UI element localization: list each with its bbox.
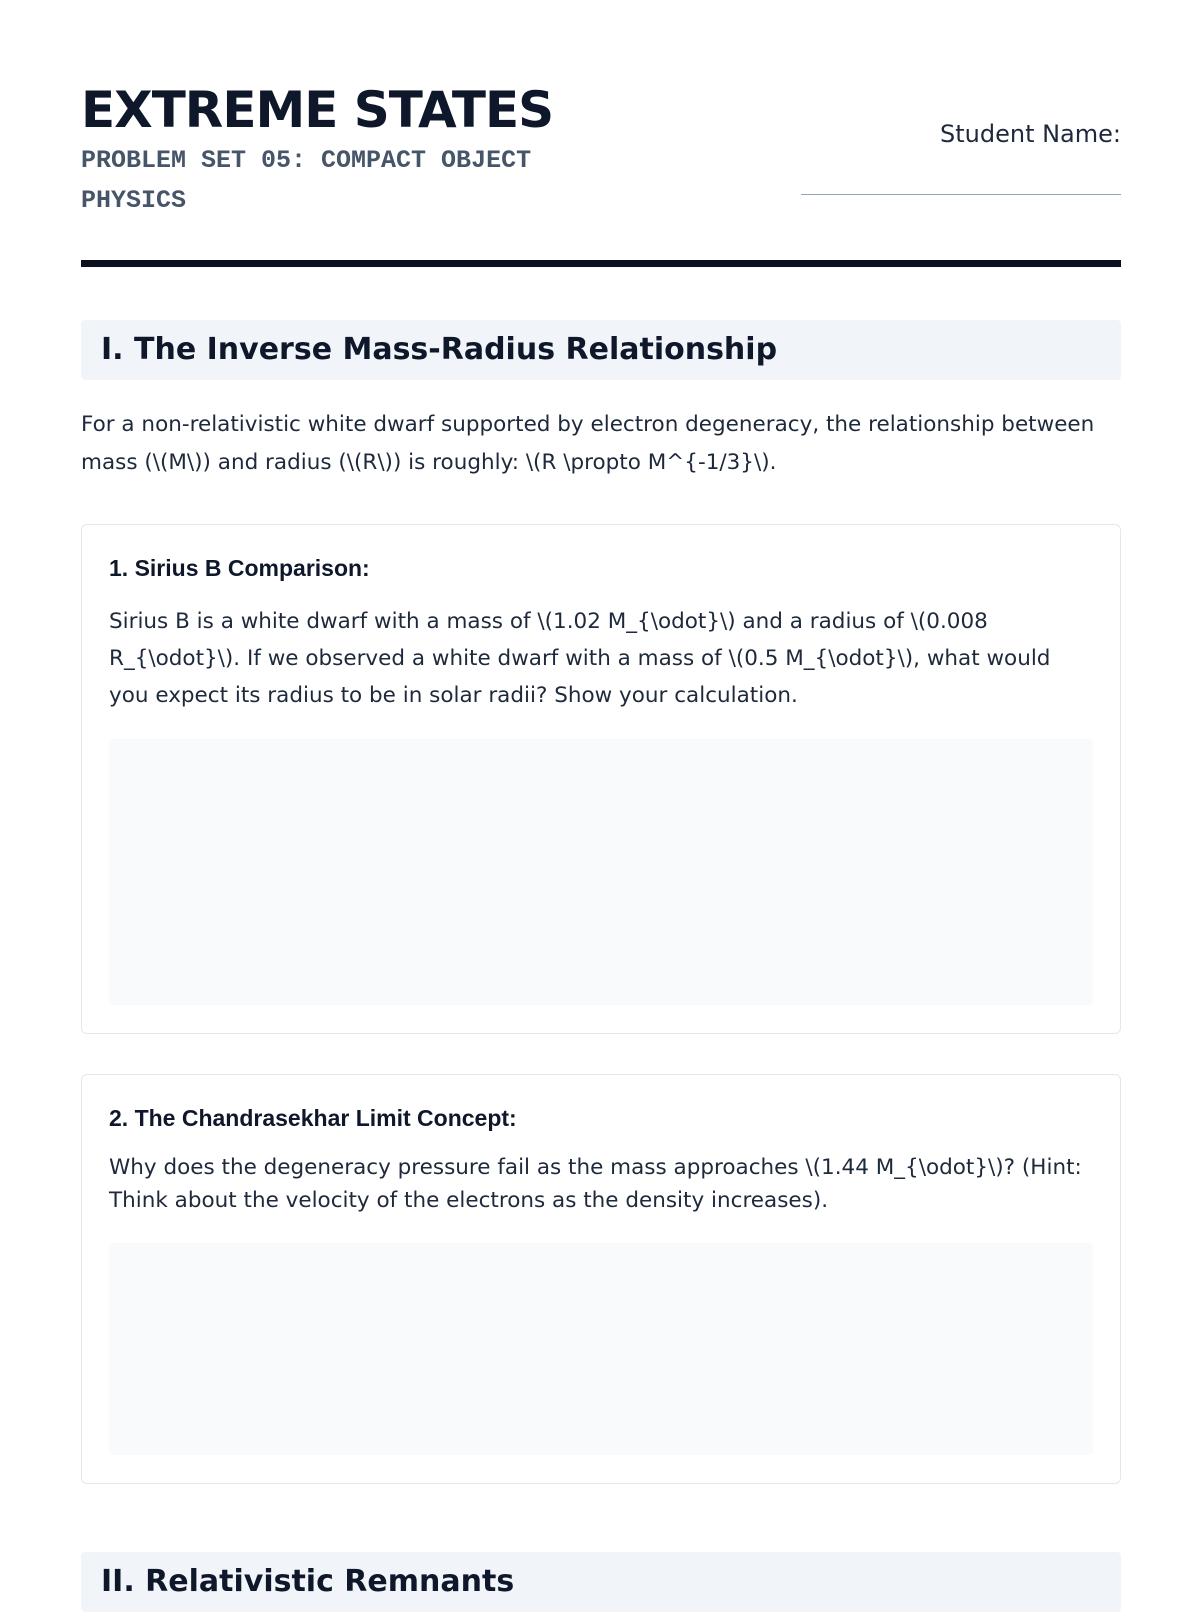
worksheet-header xyxy=(81,0,1121,268)
section-heading-1: I. The Inverse Mass-Radius Relationship xyxy=(81,320,1121,380)
worksheet-title: EXTREME STATES xyxy=(81,81,554,139)
header-divider xyxy=(81,260,1121,267)
question-title-2: 2. The Chandrasekhar Limit Concept: xyxy=(109,1105,517,1131)
question-card-2 xyxy=(81,1074,1121,1484)
worksheet-subtitle: PROBLEM SET 05: COMPACT OBJECT PHYSICS xyxy=(81,146,532,215)
answer-box-2[interactable] xyxy=(109,1243,1093,1455)
student-name-label: Student Name: xyxy=(940,120,1121,148)
answer-box-1[interactable] xyxy=(109,739,1093,1005)
question-title-1: 1. Sirius B Comparison: xyxy=(109,555,370,581)
section-heading-2: II. Relativistic Remnants xyxy=(81,1552,1121,1612)
question-body-2: Why does the degeneracy pressure fail as the mass approaches \(1.44 M_{\odot}\)? (Hint: Think about the velocity of the electrons as the density increases). xyxy=(109,1155,1082,1213)
question-card-1 xyxy=(81,524,1121,1034)
student-name-field[interactable] xyxy=(801,194,1121,195)
worksheet-page xyxy=(81,0,1121,1599)
section-intro: For a non-relativistic white dwarf supported by electron degeneracy, the relationship between mass (\(M\)) and radius (\(R\)) is roughly: \(R \propto M^{-1/3}\). xyxy=(81,412,1095,475)
question-body-1: Sirius B is a white dwarf with a mass of \(1.02 M_{\odot}\) and a radius of \(0.008 R_{\odot}\). If we observed a white dwarf with a mass of \(0.5 M_{\odot}\), what would you expect its radius to be in solar radii? Show your calculation. xyxy=(109,609,1051,708)
